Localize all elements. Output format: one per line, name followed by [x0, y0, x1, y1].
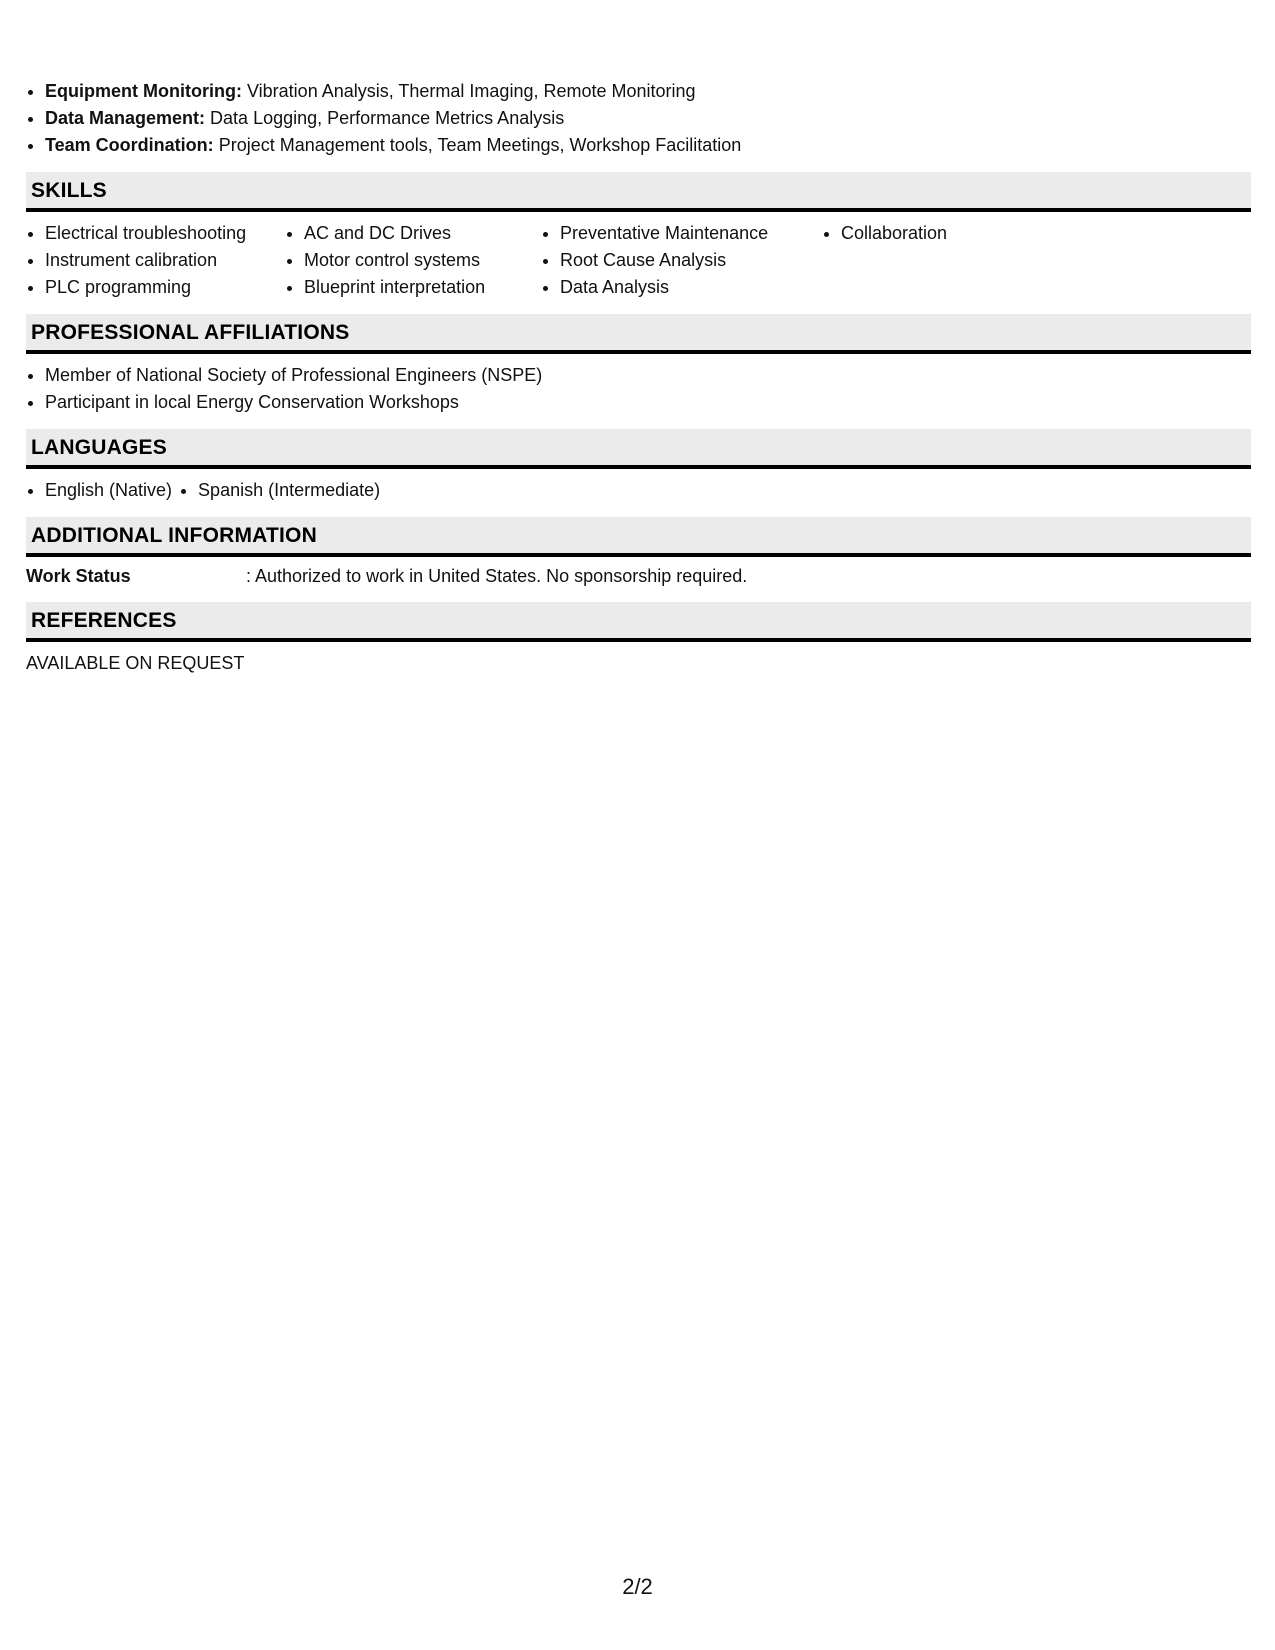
skill-item: • Instrument calibration [45, 247, 285, 274]
list-item [45, 78, 1251, 105]
affiliation-item: • Member of National Society of Professional Engineers (NSPE) [45, 362, 1251, 389]
item-text: Project Management tools, Team Meetings, Workshop Facilitation [218, 135, 742, 155]
affiliations-heading: PROFESSIONAL AFFILIATIONS [26, 314, 1251, 354]
skill-item: • Data Analysis [560, 274, 822, 301]
skills-column [285, 220, 541, 301]
skills-column [541, 220, 822, 301]
skill-item: • Collaboration [841, 220, 1041, 247]
list-item [45, 105, 1251, 132]
skills-heading: SKILLS [26, 172, 1251, 212]
skill-item: • Root Cause Analysis [560, 247, 822, 274]
skill-item: • AC and DC Drives [304, 220, 541, 247]
skills-column [822, 220, 1041, 301]
languages-list [26, 477, 1251, 504]
technical-tools-list [26, 78, 1251, 159]
references-text: AVAILABLE ON REQUEST [26, 653, 245, 673]
resume-page [26, 78, 1251, 689]
page-number: 2/2 [622, 1574, 653, 1599]
affiliation-item: • Participant in local Energy Conservation Workshops [45, 389, 1251, 416]
affiliations-list [26, 362, 1251, 416]
skill-item: • PLC programming [45, 274, 285, 301]
item-label: Team Coordination: [45, 135, 214, 155]
skills-grid [26, 220, 1251, 301]
additional-info-section [26, 557, 1251, 602]
item-text: Vibration Analysis, Thermal Imaging, Remote Monitoring [246, 81, 696, 101]
skill-item: • Preventative Maintenance [560, 220, 822, 247]
languages-section [26, 469, 1251, 517]
list-item [45, 132, 1251, 159]
skills-section [26, 212, 1251, 314]
language-item: • Spanish (Intermediate) [198, 477, 380, 504]
references-section [26, 642, 1251, 689]
language-item: • English (Native) [45, 477, 172, 504]
languages-heading: LANGUAGES [26, 429, 1251, 469]
additional-info-heading: ADDITIONAL INFORMATION [26, 517, 1251, 557]
skill-item: • Blueprint interpretation [304, 274, 541, 301]
item-label: Equipment Monitoring: [45, 81, 242, 101]
affiliations-section [26, 354, 1251, 429]
work-status-row [26, 563, 1251, 589]
work-status-value: : Authorized to work in United States. No sponsorship required. [246, 566, 748, 586]
item-label: Data Management: [45, 108, 206, 128]
work-status-label: Work Status [26, 566, 131, 586]
skill-item: • Electrical troubleshooting [45, 220, 285, 247]
item-text: Data Logging, Performance Metrics Analysis [210, 108, 565, 128]
skill-item: • Motor control systems [304, 247, 541, 274]
references-heading: REFERENCES [26, 602, 1251, 642]
skills-column [26, 220, 285, 301]
